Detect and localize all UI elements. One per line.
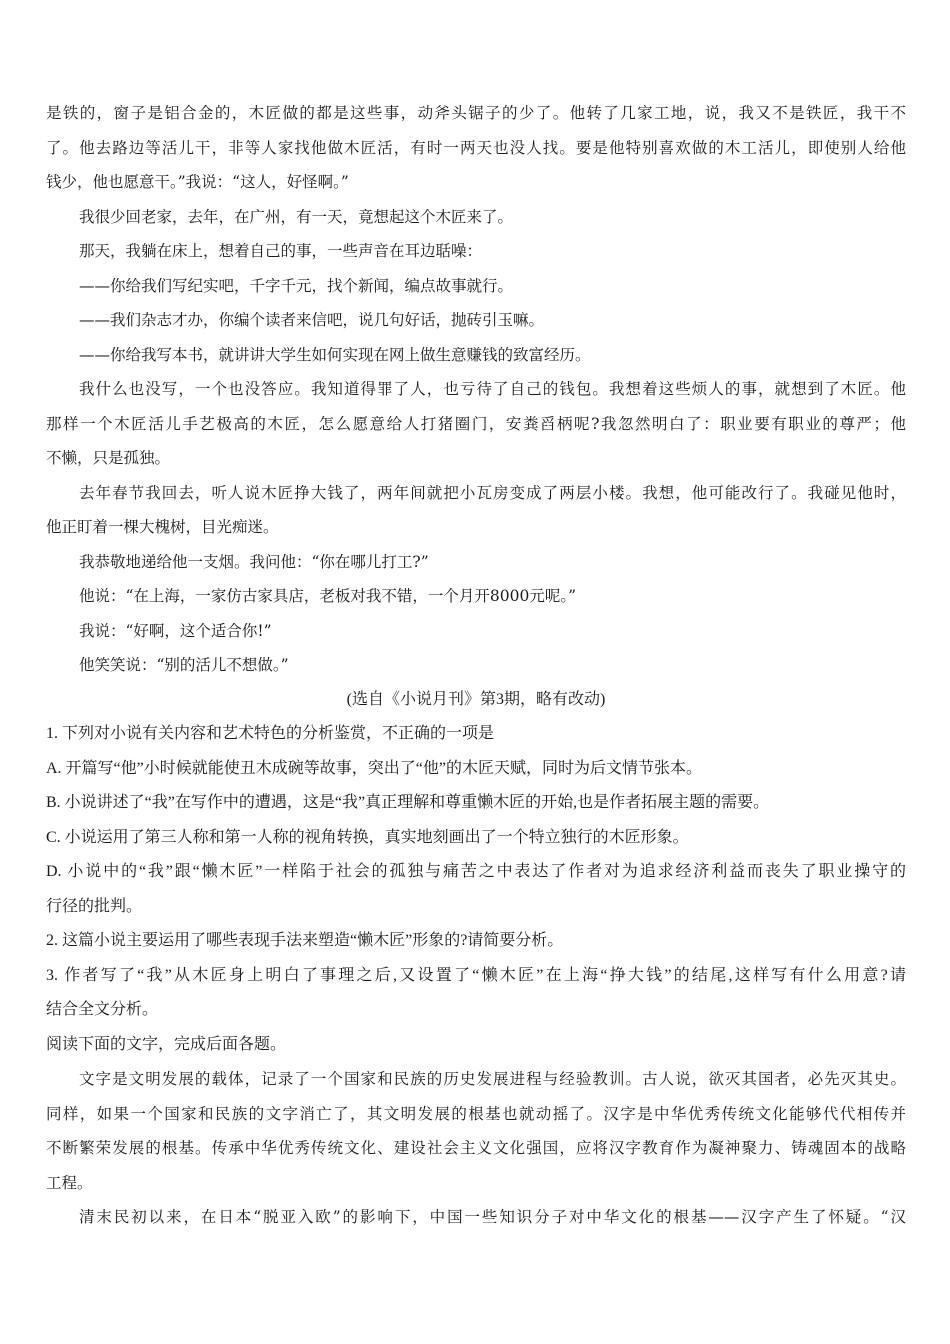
question-option-c: C. 小说运用了第三人称和第一人称的视角转换，真实地刻画出了一个特立独行的木匠形象。 [46, 828, 689, 846]
story-line: 去年春节我回去，听人说木匠挣大钱了，两年间就把小瓦房变成了两层小楼。我想，他可能改行了。我碰见他时， [79, 483, 906, 502]
story-line: 不懒，只是孤独。 [46, 449, 171, 467]
reading-line: 不断繁荣发展的根基。传承中华优秀传统文化、建设社会主义文化强国，应将汉字教育作为凝神聚力、铸魂固本的战略 [46, 1139, 906, 1157]
story-line: 他正盯着一棵大槐树，目光痴迷。 [46, 518, 279, 536]
reading-line: 文字是文明发展的载体，记录了一个国家和民族的历史发展进程与经验教训。古人说，欲灭其国者，必先灭其史。 [79, 1070, 906, 1088]
question-option-b: B. 小说讲述了“我”在写作中的遭遇，这是“我”真正理解和尊重懒木匠的开始,也是作者拓展主题的需要。 [46, 794, 770, 811]
story-line: 我什么也没写，一个也没答应。我知道得罪了人，也亏待了自己的钱包。我想着这些烦人的事，就想到了木匠。他 [79, 380, 906, 398]
question-line: 2. 这篇小说主要运用了哪些表现手法来塑造“懒木匠”形象的?请简要分析。 [46, 932, 564, 949]
story-line: 我说：“好啊，这个适合你!” [79, 621, 272, 640]
story-line: 我恭敬地递给他一支烟。我问他：“你在哪儿打工?” [79, 552, 429, 571]
reading-line: 清末民初以来，在日本“脱亚入欧”的影响下，中国一些知识分子对中华文化的根基——汉字产生了怀疑。“汉 [79, 1208, 906, 1226]
story-source: (选自《小说月刊》第3期，略有改动) [346, 690, 606, 708]
question-line: 3. 作者写了“我”从木匠身上明白了事理之后,又设置了“懒木匠”在上海“挣大钱”的结尾,这样写有什么用意?请 [46, 966, 906, 984]
document-page [46, 96, 906, 1235]
question-option-a: A. 开篇写“他”小时候就能使丑木成碗等故事，突出了“他”的木匠天赋，同时为后文情节张本。 [46, 759, 702, 777]
story-line: ——你给我写本书，就讲讲大学生如何实现在网上做生意赚钱的致富经历。 [79, 345, 591, 364]
story-line: 钱少，他也愿意干。”我说：“这人，好怪啊。” [46, 173, 349, 191]
story-line: ——我们杂志才办，你编个读者来信吧，说几句好话，抛砖引玉嘛。 [79, 311, 545, 329]
question-line: 结合全文分析。 [46, 1001, 159, 1018]
question-option-d: D. 小说中的“我”跟“懒木匠”一样陷于社会的孤独与痛苦之中表达了作者对为追求经济利益而丧失了职业操守的 [46, 863, 906, 880]
story-line: 他笑笑说：“别的活儿不想做。” [79, 656, 289, 674]
story-line: 那天，我躺在床上，想着自己的事，一些声音在耳边聒噪： [79, 242, 483, 260]
story-line: ——你给我们写纪实吧，千字千元，找个新闻，编点故事就行。 [79, 276, 514, 295]
question-option-d-cont: 行径的批判。 [46, 897, 143, 915]
reading-line: 工程。 [46, 1173, 93, 1192]
reading-intro: 阅读下面的文字，完成后面各题。 [46, 1035, 287, 1053]
story-line: 是铁的，窗子是铝合金的，木匠做的都是这些事，动斧头锯子的少了。他转了几家工地，说，我又不是铁匠，我干不 [46, 104, 906, 122]
story-line: 那样一个木匠活儿手艺极高的木匠，怎么愿意给人打猪圈门，安粪舀柄呢?我忽然明白了：职业要有职业的尊严；他 [46, 414, 906, 433]
question-line: 1. 下列对小说有关内容和艺术特色的分析鉴赏，不正确的一项是 [46, 725, 495, 742]
story-line: 我很少回老家，去年，在广州，有一天，竟想起这个木匠来了。 [79, 207, 514, 226]
story-line: 他说：“在上海，一家仿古家具店，老板对我不错，一个月开8000元呢。” [79, 587, 577, 605]
story-line: 了。他去路边等活儿干，非等人家找他做木匠活，有时一两天也没人找。要是他特别喜欢做的木工活儿，即使别人给他 [46, 138, 906, 157]
reading-line: 同样，如果一个国家和民族的文字消亡了，其文明发展的根基也就动摇了。汉字是中华优秀传统文化能够代代相传并 [46, 1104, 906, 1123]
